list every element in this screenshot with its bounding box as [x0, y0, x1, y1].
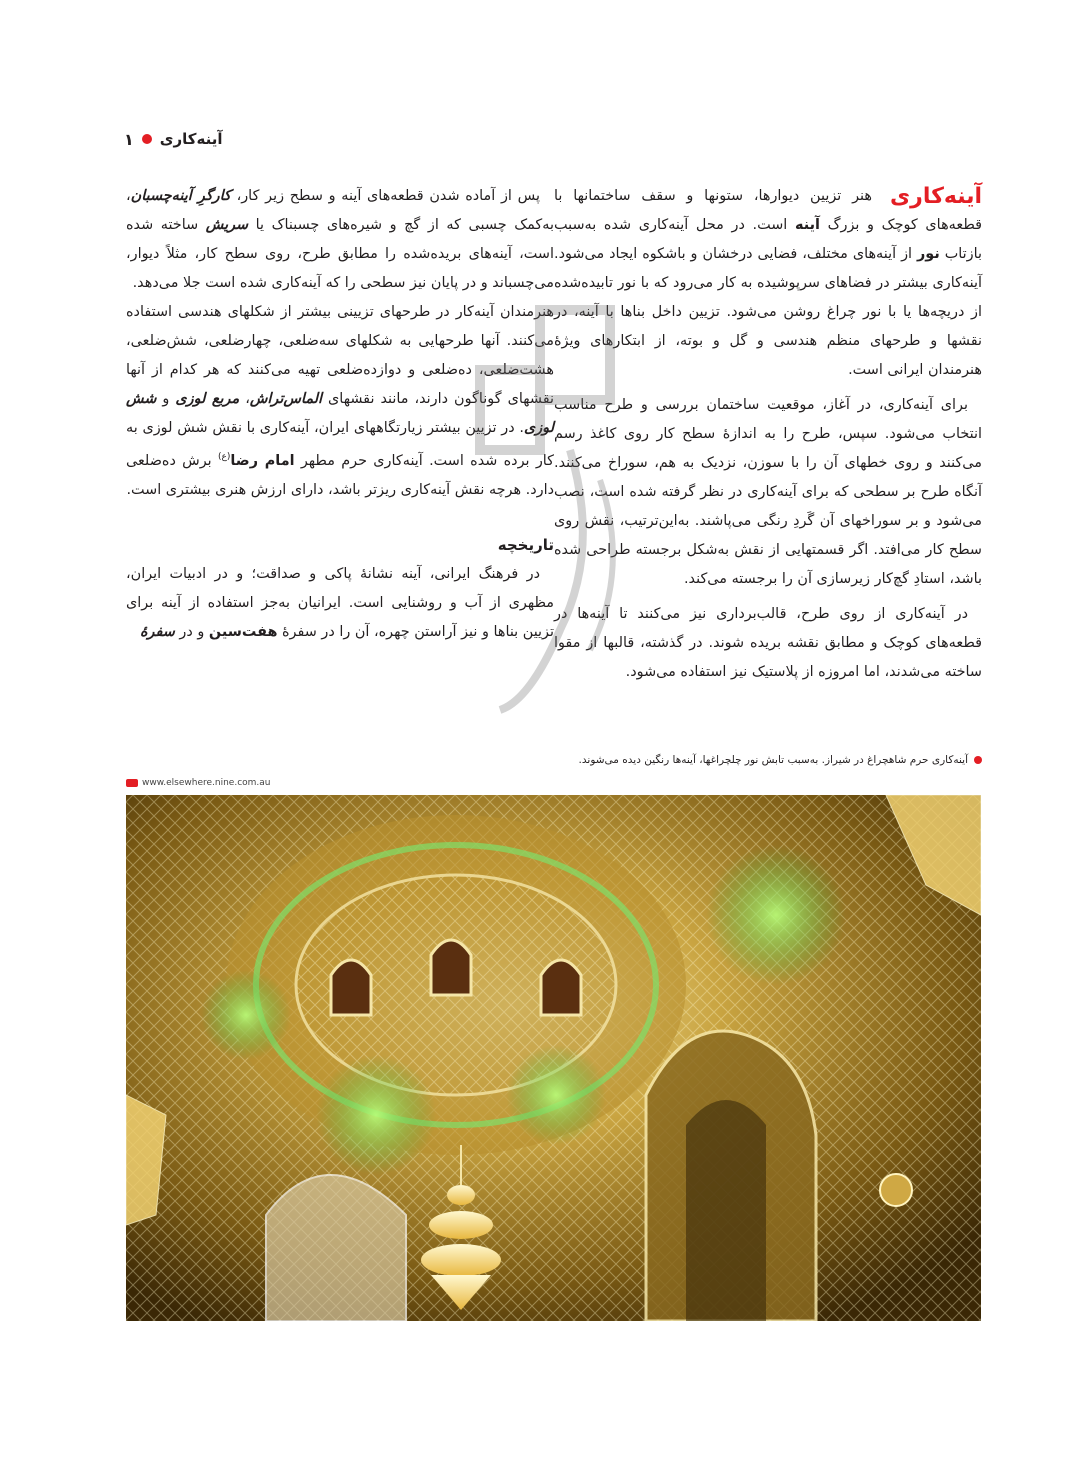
running-title: آینه‌کاری: [159, 130, 223, 148]
text-run: پس از آماده شدن قطعه‌های آینه و سطح زیر کار،: [230, 188, 540, 204]
red-dot-icon: [142, 134, 152, 144]
bold-term: نور: [917, 246, 940, 262]
figure-caption: [382, 754, 982, 766]
text-run: و: [156, 391, 176, 407]
text-run: هنرمندان آینه‌کار در طرحهای تزیینی بیشتر از شکلهای هندسی استفاده می‌کنند. آنها طرحهایی به شکلهای سه‌ضلعی، چهارضلعی، شش‌ضلعی، هشت‌ضلعی، ده‌ضلعی و دوازده‌ضلعی تهیه می‌کنند که هر کدام از آنها نقشهای گوناگون دارند، مانند نقشهای: [126, 304, 554, 407]
caption-text: آینه‌کاری حرم شاهچراغ در شیراز. به‌سبب تابش نور چلچراغها، آینه‌ها رنگین دیده می‌شوند.: [578, 754, 968, 766]
page-number: ۱: [124, 129, 134, 149]
honorific: (ع): [218, 452, 231, 462]
text-run: ساخته شده است، آینه‌های بریده‌شده را مطابق طرح، روی سطح کار، مثلاً دیوار، می‌چسباند و در پایان نیز سطحی را که آینه‌کاری شده است جلا می‌دهد.: [126, 217, 554, 291]
credit-text: www.elsewhere.nine.com.au: [142, 778, 271, 788]
bold-term: کارگرِ آینه‌چسبان: [130, 188, 231, 204]
paragraph: [554, 182, 982, 385]
right-column: [554, 182, 982, 687]
text-run: از آینه‌های مختلف، فضایی درخشان و باشکوه ایجاد می‌شود. آینه‌کاری بیشتر در فضاهای سرپوشیده به کار می‌رود که با نور تابیده‌شده از دریچه‌ها یا با نور چراغ روشن می‌شود. تزیین داخل بناها با آینه، در نقشها و طرحهای منظم هندسی و گل و بوته، از ابتکارهای ویژهٔ هنرمندان ایرانی است.: [554, 246, 982, 378]
text-run: برش ده‌ضلعی دارد. هرچه نقش آینه‌کاری ریزتر باشد، دارای ارزش هنری بیشتری است.: [126, 452, 554, 498]
section-title: آینه‌کاری: [889, 184, 982, 209]
subheading: تاریخچه: [497, 535, 554, 554]
paragraph: [126, 560, 554, 647]
mirror-work-photo: [126, 795, 981, 1321]
paragraph: [126, 298, 554, 505]
camera-icon: [126, 779, 138, 787]
paragraph: [126, 182, 554, 298]
mirror-interior-illustration: [126, 795, 981, 1321]
paragraph: در آینه‌کاری از روی طرح، قالب‌برداری نیز می‌کنند تا آینه‌ها در قطعه‌های کوچک و مطابق نقشه بریده شوند. در گذشته، قالبها از مقوا ساخته می‌شدند، اما امروزه از پلاستیک نیز استفاده می‌شود.: [554, 606, 982, 680]
bold-term: سریش: [205, 217, 249, 233]
left-column: [126, 182, 554, 647]
bold-term: مربع لوزی: [175, 391, 240, 407]
bold-term: الماس‌تراش: [249, 391, 323, 407]
text-run: و در: [174, 623, 209, 640]
text-run: در فرهنگ ایرانی، آینه نشانهٔ پاکی و صداقت؛ و در ادبیات ایران، مظهری از آب و روشنایی است. ایرانیان به‌جز استفاده از آینه برای تزیین بناها و نیز آراستن چهره، آن را در سفرهٔ: [126, 565, 554, 640]
text-run: . در تزیین بیشتر زیارتگاههای ایران، آینه‌کاری با نقش شش لوزی به کار برده شده است. آینه‌کاری حرم مطهر: [126, 420, 555, 469]
bold-term: شش لوزی: [126, 391, 554, 436]
bold-term: سفرهٔ: [140, 623, 175, 640]
bold-term: هفت‌سین: [208, 623, 278, 640]
text-run: ، به‌کمک چسبی که از گچ و شیره‌های چسبناک یا: [126, 188, 554, 233]
bold-term: آینه: [794, 217, 820, 233]
photo-credit: [126, 778, 271, 788]
text-run: است. در محل آینه‌کاری شده به‌سبب بازتاب: [554, 217, 982, 262]
text-run: ،: [239, 391, 250, 407]
paragraph: برای آینه‌کاری، در آغاز، موقعیت ساختمان بررسی و طرح مناسب انتخاب می‌شود. سپس، طرح را به اندازهٔ سطح کار روی کاغذ رسم می‌کنند و روی خطهای آن را با سوزن، نزدیک به هم، سوراخ می‌کنند. آنگاه طرح بر سطحی که برای آینه‌کاری در نظر گرفته شده است، نصب می‌شود و بر سوراخهای آن گَردِ رنگی می‌پاشند. به‌این‌ترتیب، نقش روی سطح کار می‌افتد. اگر قسمتهایی از نقش به‌شکل برجسته طراحی شده باشد، استادِ گچ‌کار زیرسازی آن را برجسته می‌کند.: [554, 397, 982, 587]
page-header: [124, 124, 223, 154]
text-run: هنر تزیین دیوارها، ستونها و سقف ساختمانها با قطعه‌های کوچک و بزرگ: [554, 188, 982, 233]
red-dot-icon: [974, 756, 982, 764]
bold-term: امام رضا: [230, 452, 295, 469]
